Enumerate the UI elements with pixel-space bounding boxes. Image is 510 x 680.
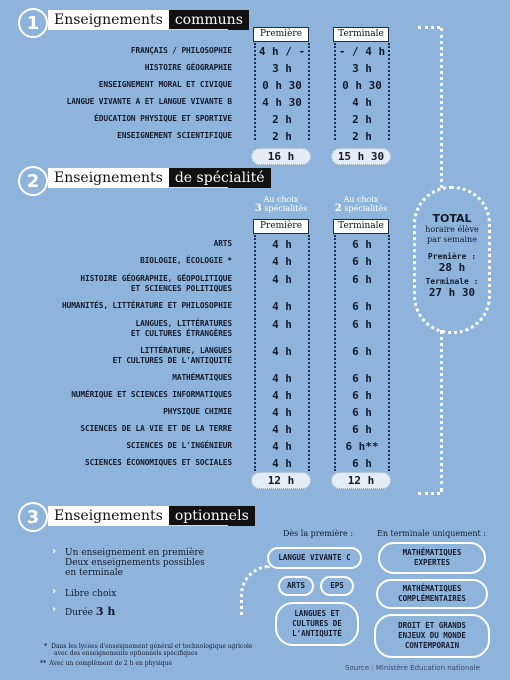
specialite-terminale-value: 6 h bbox=[352, 238, 372, 251]
option-item-1a: Un enseignement en première bbox=[65, 548, 204, 558]
section-2-title-a: Enseignements bbox=[48, 168, 169, 188]
total-box bbox=[413, 213, 491, 299]
section-2-number: 2 bbox=[18, 166, 48, 196]
communs-label: FRANÇAIS / PHILOSOPHIE bbox=[130, 46, 232, 55]
specialite-label bbox=[10, 319, 232, 339]
specialite-terminale-value: 6 h bbox=[352, 406, 372, 419]
footnote-2 bbox=[40, 660, 172, 667]
bubble-droit-grands-enjeux bbox=[374, 614, 490, 658]
total-terminale-label: Terminale : bbox=[425, 277, 479, 286]
spec-total-terminale: 12 h bbox=[331, 472, 391, 489]
footnote-1b: avec des enseignements optionnels spécifiques bbox=[54, 650, 198, 657]
specialite-premiere-value: 4 h bbox=[272, 255, 292, 268]
specialite-label-line-2: ET CULTURES ÉTRANGÈRES bbox=[130, 329, 232, 338]
specialite-label-line-1: PHYSIQUE CHIMIE bbox=[163, 407, 232, 416]
specialite-premiere-value: 4 h bbox=[272, 440, 292, 453]
choice-terminale bbox=[326, 195, 396, 213]
col-terminale-1: Terminale bbox=[333, 27, 389, 42]
section-2-underline bbox=[48, 187, 228, 188]
communs-terminale-value: 3 h bbox=[352, 62, 372, 75]
specialite-label bbox=[10, 346, 232, 366]
option-item-1b: Deux enseignements possibles bbox=[65, 558, 205, 568]
section-1-underline bbox=[48, 29, 228, 30]
choice-terminale-a: Au choix bbox=[343, 195, 379, 204]
total-line1: horaire élève bbox=[425, 225, 479, 234]
specialite-terminale-value: 6 h bbox=[352, 372, 372, 385]
lca-line-2: CULTURES DE bbox=[292, 619, 342, 628]
me-line-2: EXPERTES bbox=[413, 558, 451, 567]
choice-premiere-c: spécialités bbox=[264, 204, 308, 213]
specialite-label-line-1: HUMANITÉS, LITTÉRATURE ET PHILOSOPHIE bbox=[62, 301, 232, 310]
specialite-terminale-value: 6 h bbox=[352, 457, 372, 470]
section-2-title-b: de spécialité bbox=[169, 168, 271, 188]
communs-premiere-value: 4 h / - bbox=[258, 45, 306, 58]
communs-premiere-value: 2 h bbox=[272, 130, 292, 143]
option-item-1c: en terminale bbox=[65, 568, 124, 578]
communs-label: ÉDUCATION PHYSIQUE ET SPORTIVE bbox=[94, 114, 232, 123]
option-item-3 bbox=[65, 607, 115, 618]
communs-premiere-value: 3 h bbox=[272, 62, 292, 75]
bubble-maths-complementaires bbox=[376, 579, 488, 609]
specialite-premiere-value: 4 h bbox=[272, 318, 292, 331]
specialite-terminale-value: 6 h bbox=[352, 300, 372, 313]
total-premiere-label: Première : bbox=[427, 252, 477, 261]
specialite-premiere-value: 4 h bbox=[272, 406, 292, 419]
en-terminale-label: En terminale uniquement : bbox=[377, 529, 487, 538]
choice-premiere-n: 3 bbox=[254, 203, 262, 214]
footnote-2-text: Avec un complément de 2 h en physique bbox=[49, 660, 173, 667]
specialite-label-line-1: SCIENCES DE L'INGÉNIEUR bbox=[126, 441, 232, 450]
total-terminale-value: 27 h 30 bbox=[428, 286, 476, 299]
specialite-label-line-1: NUMÉRIQUE ET SCIENCES INFORMATIQUES bbox=[71, 390, 232, 399]
option-item-1 bbox=[65, 548, 205, 578]
specialite-terminale-value: 6 h bbox=[352, 273, 372, 286]
communs-label: ENSEIGNEMENT SCIENTIFIQUE bbox=[117, 131, 232, 140]
choice-premiere bbox=[246, 195, 316, 213]
choice-terminale-n: 2 bbox=[334, 203, 342, 214]
chevron-right-icon: › bbox=[52, 604, 57, 615]
bubble-langue-vivante-c: LANGUE VIVANTE C bbox=[267, 547, 362, 569]
specialite-terminale-value: 6 h bbox=[352, 389, 372, 402]
specialite-label-line-1: LANGUES, LITTÉRATURES bbox=[135, 319, 232, 328]
col-premiere-1: Première bbox=[253, 27, 309, 42]
me-line-1: MATHÉMATIQUES bbox=[402, 548, 462, 557]
bracket-top-v bbox=[440, 28, 443, 188]
col-terminale-2: Terminale bbox=[333, 219, 389, 234]
specialite-label bbox=[10, 256, 232, 266]
specialite-premiere-value: 4 h bbox=[272, 389, 292, 402]
section-1-number: 1 bbox=[18, 8, 48, 38]
bubble-maths-expertes bbox=[378, 542, 486, 574]
footnote-1 bbox=[44, 643, 254, 657]
dg-line-2: ENJEUX DU MONDE bbox=[398, 631, 466, 640]
specialite-label bbox=[10, 407, 232, 417]
communs-total-terminale: 15 h 30 bbox=[331, 148, 391, 165]
section-2-title bbox=[48, 168, 271, 188]
des-premiere-label: Dès la première : bbox=[283, 529, 354, 538]
specialite-label-line-2: ET CULTURES DE L'ANTIQUITÉ bbox=[112, 356, 232, 365]
total-title: TOTAL bbox=[432, 212, 472, 225]
specialite-terminale-value: 6 h bbox=[352, 255, 372, 268]
specialite-premiere-value: 4 h bbox=[272, 345, 292, 358]
dg-line-1: DROIT ET GRANDS bbox=[398, 621, 466, 630]
specialite-terminale-value: 6 h** bbox=[345, 440, 379, 453]
specialite-label bbox=[10, 373, 232, 383]
communs-terminale-value: 2 h bbox=[352, 113, 372, 126]
footnote-2-star: ** bbox=[40, 660, 47, 667]
option-item-3b: 3 h bbox=[95, 605, 116, 618]
communs-terminale-value: 0 h 30 bbox=[342, 79, 382, 92]
communs-label: LANGUE VIVANTE A ET LANGUE VIVANTE B bbox=[66, 97, 232, 106]
specialite-premiere-value: 4 h bbox=[272, 273, 292, 286]
specialite-label-line-1: ARTS bbox=[213, 239, 232, 248]
specialite-label-line-1: BIOLOGIE, ÉCOLOGIE * bbox=[140, 256, 232, 265]
bubble-arts: ARTS bbox=[278, 576, 314, 596]
specialite-label-line-1: SCIENCES DE LA VIE ET DE LA TERRE bbox=[80, 424, 232, 433]
specialite-label bbox=[10, 390, 232, 400]
section-1-title bbox=[48, 10, 249, 30]
communs-premiere-value: 2 h bbox=[272, 113, 292, 126]
specialite-terminale-value: 6 h bbox=[352, 318, 372, 331]
communs-terminale-value: - / 4 h bbox=[338, 45, 386, 58]
communs-label: ENSEIGNEMENT MORAL ET CIVIQUE bbox=[98, 80, 232, 89]
footnote-1-star: * bbox=[44, 643, 48, 650]
source: Source : Ministère Éducation nationale bbox=[345, 664, 480, 672]
specialite-label bbox=[10, 424, 232, 434]
choice-terminale-c: spécialités bbox=[344, 204, 388, 213]
col-premiere-2: Première bbox=[253, 219, 309, 234]
choice-premiere-a: Au choix bbox=[263, 195, 299, 204]
communs-premiere-value: 4 h 30 bbox=[262, 96, 302, 109]
specialite-label bbox=[10, 301, 232, 311]
communs-label: HISTOIRE GÉOGRAPHIE bbox=[144, 63, 232, 72]
specialite-label bbox=[10, 441, 232, 451]
communs-premiere-value: 0 h 30 bbox=[262, 79, 302, 92]
dotted-fan bbox=[240, 565, 270, 615]
section-1-title-b: communs bbox=[169, 10, 249, 30]
bubble-langues-cultures-antiquite bbox=[275, 602, 359, 646]
lca-line-3: L'ANTIQUITÉ bbox=[292, 629, 342, 638]
specialite-label bbox=[10, 458, 232, 468]
communs-total-premiere: 16 h bbox=[251, 148, 311, 165]
bubble-eps: EPS bbox=[320, 576, 354, 596]
section-3-title-a: Enseignements bbox=[48, 506, 169, 526]
specialite-label bbox=[10, 274, 232, 294]
specialite-label-line-2: ET SCIENCES POLITIQUES bbox=[130, 284, 232, 293]
section-3-title-b: optionnels bbox=[169, 506, 255, 526]
spec-total-premiere: 12 h bbox=[251, 472, 311, 489]
specialite-label-line-1: SCIENCES ÉCONOMIQUES ET SOCIALES bbox=[84, 458, 232, 467]
specialite-premiere-value: 4 h bbox=[272, 457, 292, 470]
communs-terminale-value: 4 h bbox=[352, 96, 372, 109]
specialite-label-line-1: HISTOIRE GÉOGRAPHIE, GÉOPOLITIQUE bbox=[80, 274, 232, 283]
dg-line-3: CONTEMPORAIN bbox=[404, 641, 460, 650]
option-item-2: Libre choix bbox=[65, 589, 117, 599]
footnote-1a: Dans les lycées d'enseignement général et technologique agricole bbox=[51, 643, 253, 650]
section-3-title bbox=[48, 506, 255, 526]
specialite-terminale-value: 6 h bbox=[352, 423, 372, 436]
chevron-right-icon: › bbox=[52, 586, 57, 597]
total-line2: par semaine bbox=[427, 235, 477, 244]
specialite-premiere-value: 4 h bbox=[272, 300, 292, 313]
lca-line-1: LANGUES ET bbox=[294, 609, 340, 618]
specialite-premiere-value: 4 h bbox=[272, 423, 292, 436]
specialite-premiere-value: 4 h bbox=[272, 238, 292, 251]
mc-line-2: COMPLÉMENTAIRES bbox=[398, 594, 466, 603]
specialite-label bbox=[10, 239, 232, 249]
section-3-underline bbox=[48, 525, 228, 526]
specialite-premiere-value: 4 h bbox=[272, 372, 292, 385]
specialite-terminale-value: 6 h bbox=[352, 345, 372, 358]
section-1-title-a: Enseignements bbox=[48, 10, 169, 30]
mc-line-1: MATHÉMATIQUES bbox=[402, 584, 462, 593]
option-item-3a: Durée bbox=[65, 608, 93, 618]
section-3-number: 3 bbox=[18, 502, 48, 532]
total-premiere-value: 28 h bbox=[438, 261, 466, 274]
communs-terminale-value: 2 h bbox=[352, 130, 372, 143]
specialite-label-line-1: LITTÉRATURE, LANGUES bbox=[140, 346, 232, 355]
specialite-label-line-1: MATHÉMATIQUES bbox=[172, 373, 232, 382]
bracket-bottom bbox=[418, 492, 440, 495]
chevron-right-icon: › bbox=[52, 546, 57, 557]
bracket-bottom-v bbox=[440, 330, 443, 492]
bracket-top bbox=[418, 26, 440, 29]
